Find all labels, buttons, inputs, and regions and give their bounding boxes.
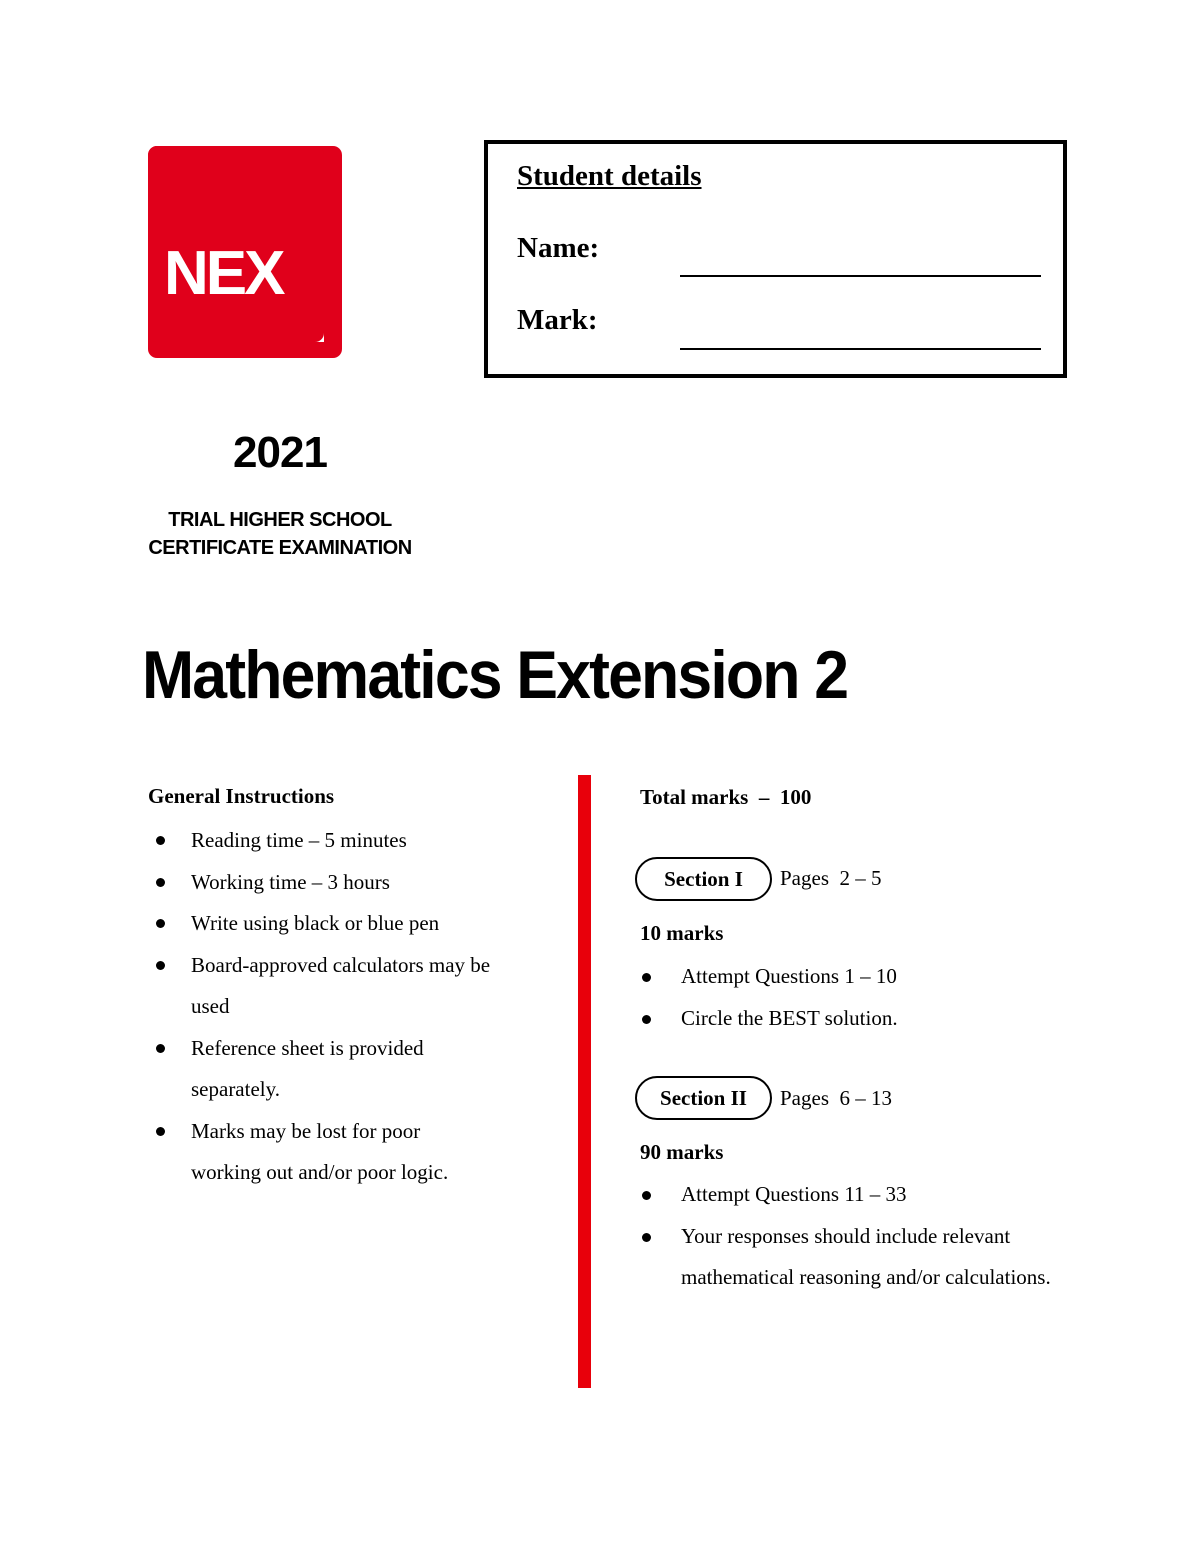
exam-title-line-1: TRIAL HIGHER SCHOOL [168,509,392,531]
column-divider [578,775,591,1388]
list-item: Attempt Questions 11 – 33 [640,1174,1080,1216]
section-2-badge: Section II [635,1076,772,1120]
logo-text: NEX [164,239,283,308]
list-item: Write using black or blue pen [150,903,550,945]
general-instructions-heading: General Instructions [148,784,335,808]
section-2-pages: Pages 6 – 13 [780,1086,892,1110]
list-item: Reading time – 5 minutes [150,820,550,862]
list-item: Board-approved calculators may be used [150,945,511,1028]
section-1-list [640,956,1080,1039]
list-item: Reference sheet is provided separately. [150,1028,491,1111]
subject-title: Mathematics Extension 2 [142,637,848,713]
list-item: Attempt Questions 1 – 10 [640,956,1080,998]
section-2-marks: 90 marks [640,1140,724,1164]
mark-label: Mark: [517,304,598,336]
mark-field-line[interactable] [680,348,1041,350]
section-1-marks: 10 marks [640,921,724,945]
list-item: Your responses should include relevant mathematical reasoning and/or calculations. [640,1216,1061,1299]
list-item: Marks may be lost for poor working out and/or poor logic. [150,1111,491,1194]
section-2-list [640,1174,1080,1299]
total-marks: Total marks – 100 [640,785,812,809]
name-label: Name: [517,232,600,264]
student-details-title: Student details [517,160,702,192]
section-1-pages: Pages 2 – 5 [780,866,882,890]
list-item: Working time – 3 hours [150,862,550,904]
exam-title-line-2: CERTIFICATE EXAMINATION [148,537,412,559]
section-1-badge: Section I [635,857,772,901]
name-field-line[interactable] [680,275,1041,277]
general-instructions-list [150,820,550,1194]
exam-title [120,506,440,562]
list-item: Circle the BEST solution. [640,998,1080,1040]
exam-year: 2021 [233,428,327,477]
nex-logo [146,144,344,360]
